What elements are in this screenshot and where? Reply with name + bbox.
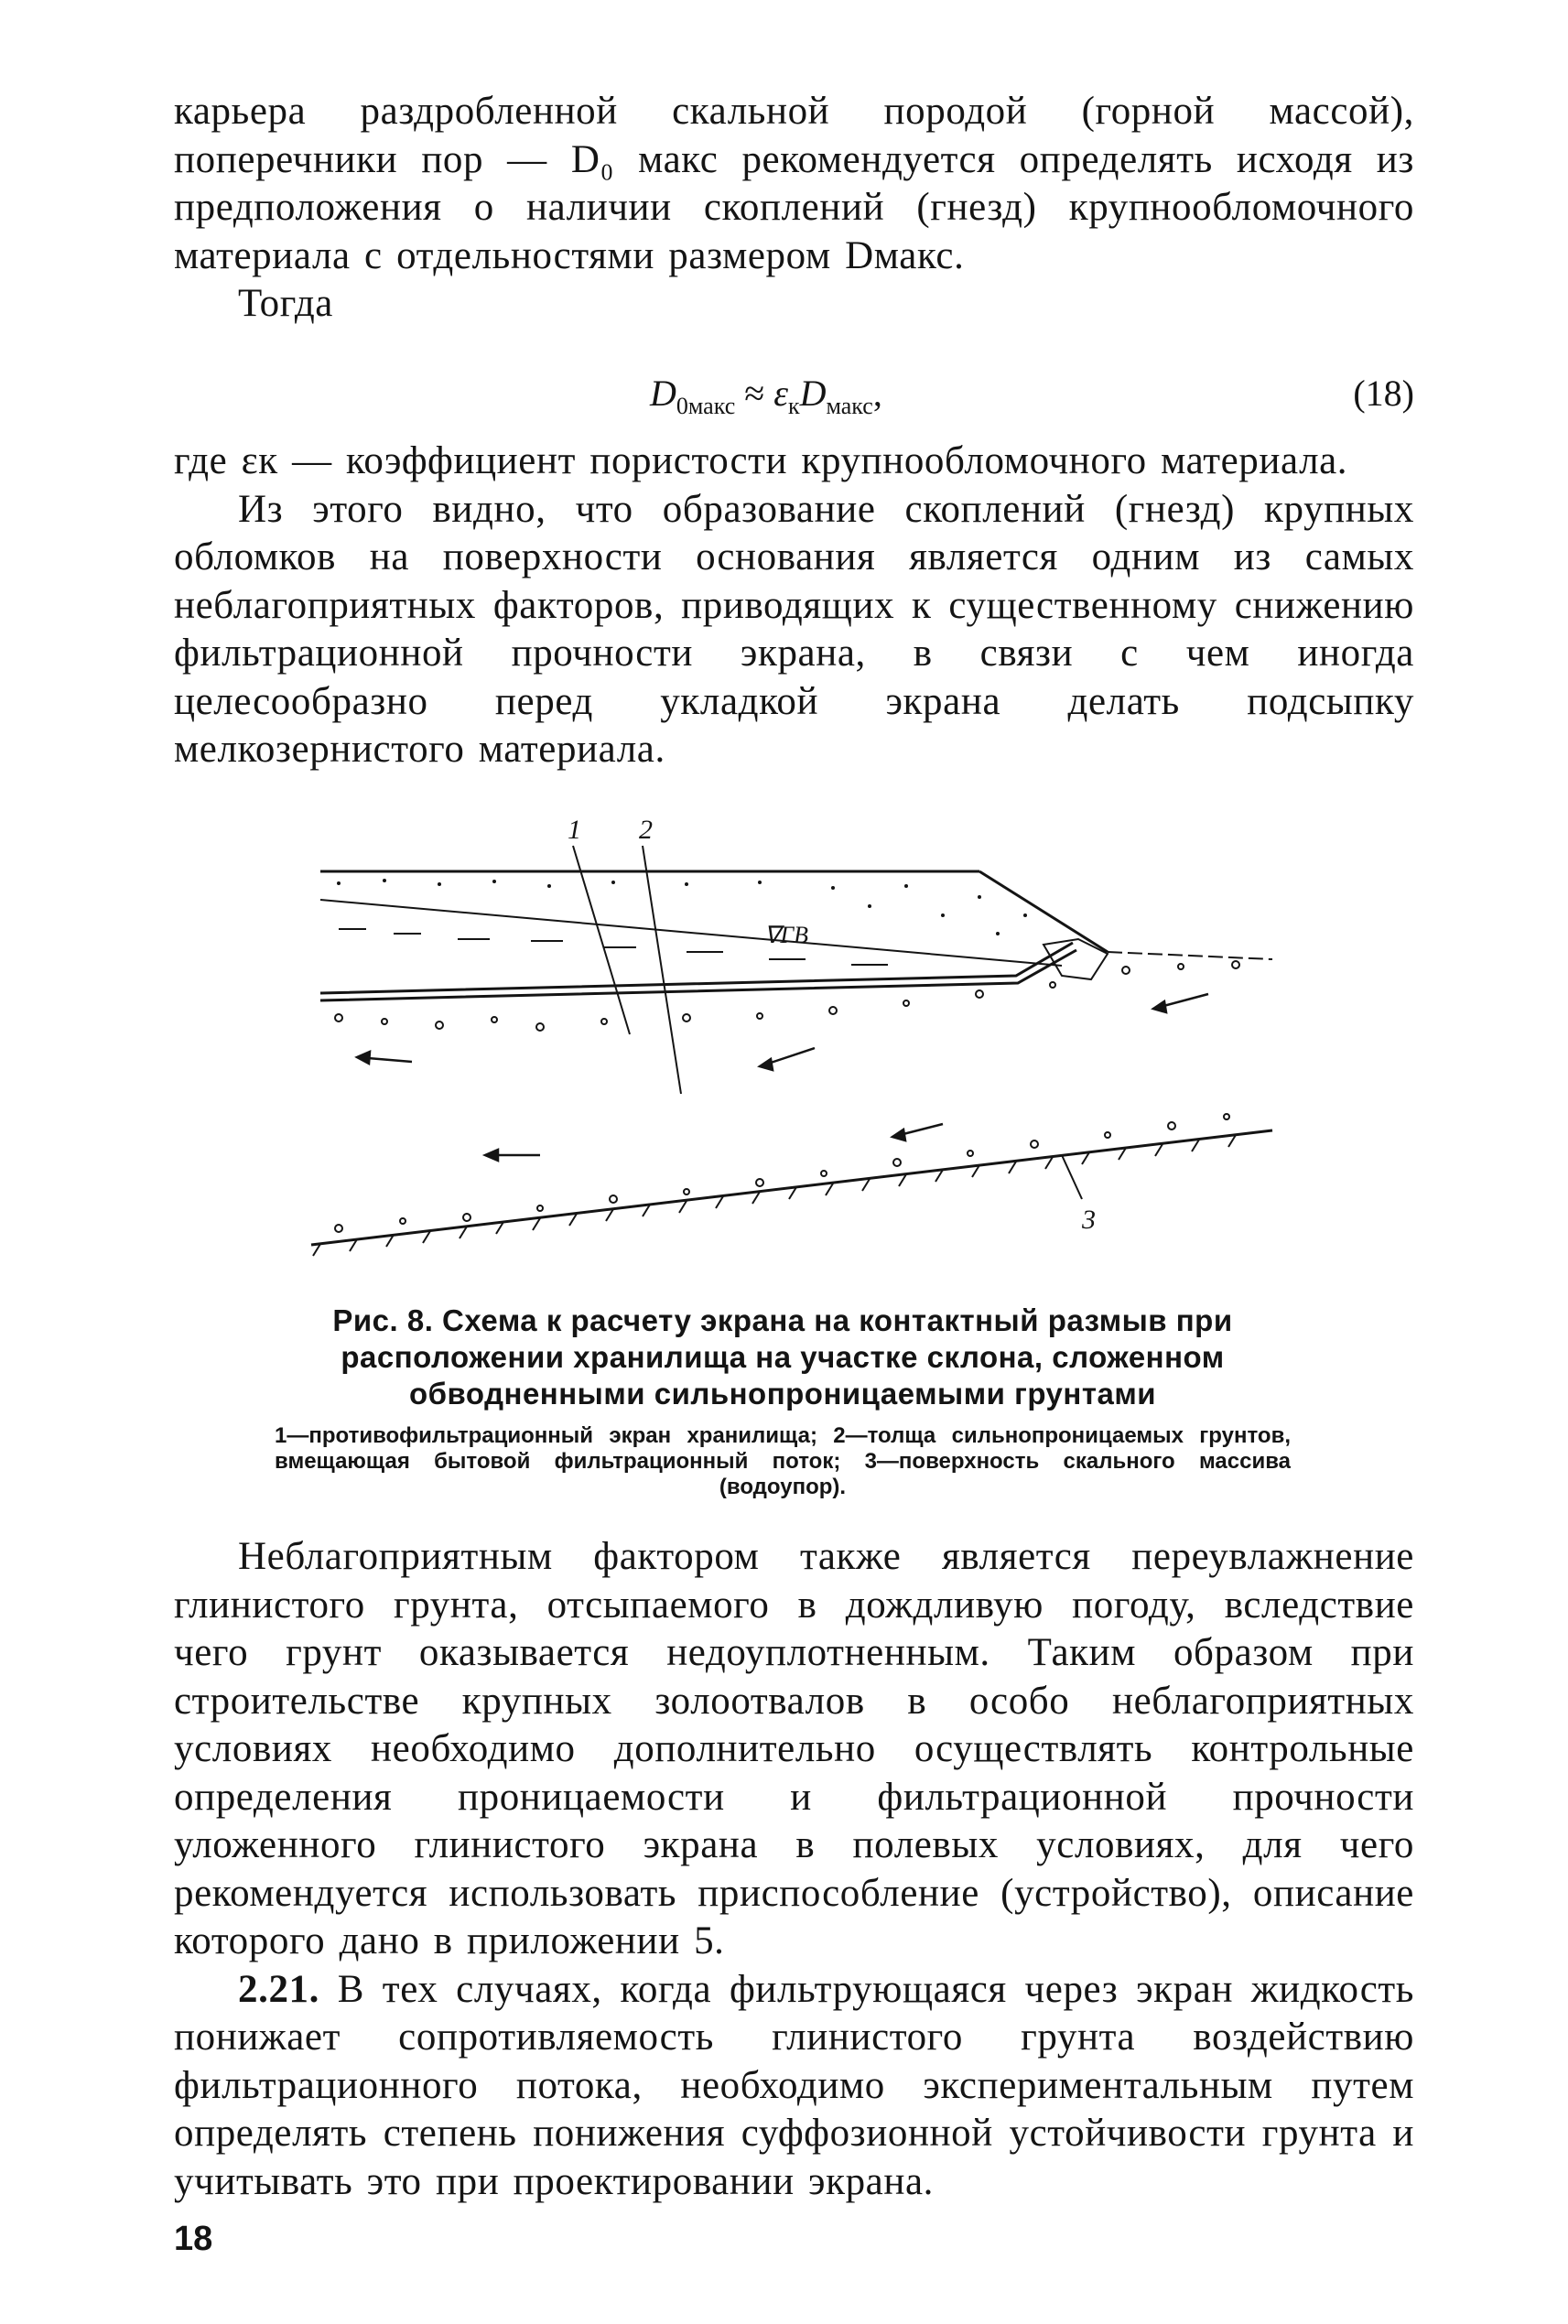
caption-title: Рис. 8. Схема к расчету экрана на контактный размыв при расположении хранилища на участке склона, сложенном обводненными сильнопроницаемыми грунтами bbox=[332, 1303, 1233, 1411]
paragraph-5: Неблагоприятным фактором также является переувлажнение глинистого грунта, отсыпаемого в дождливую погоду, вследствие чего грунт оказывается недоуплотненным. Таким образом при строительстве крупных золоотвалов в особо неблагоприятных условиях необходимо дополнительно осуществлять контрольные определения проницаемости и фильтрационной прочности уложенного глинистого экрана в полевых условиях, для чего рекомендуется использовать приспособление (устройство), описание которого дано в приложении 5. bbox=[174, 1535, 1414, 1962]
paragraph-1: карьера раздробленной скальной породой (горной массой), поперечники пор — D₀ макс рекомендуется определять исходя из предположения о наличии скоплений (гнезд) крупнообломочного материала с отдельностями размером Dмакс. bbox=[174, 90, 1414, 277]
formula-number: (18) bbox=[1353, 373, 1414, 414]
fill-dots bbox=[337, 879, 1027, 935]
page-number: 18 bbox=[174, 2220, 213, 2258]
dam-outer-slope bbox=[979, 871, 1108, 952]
water-line bbox=[320, 900, 1062, 966]
leader-line-2 bbox=[643, 846, 681, 1094]
paragraph-6-text: В тех случаях, когда фильтрующаяся через экран жидкость понижает сопротивляемость глинистого грунта воздействию фильтрационного потока, необходимо экспериментальным путем определять степень понижения суффозионной устойчивости грунта и учитывать это при проектировании экрана. bbox=[174, 1967, 1414, 2203]
section-number: 2.21. bbox=[238, 1967, 319, 2011]
formula-expression: $D_{0макс} \approx \varepsilon_кD_{макс}$, bbox=[650, 373, 882, 419]
rock-surface bbox=[311, 1130, 1272, 1245]
leader-line-3 bbox=[1062, 1155, 1082, 1199]
paragraph-3: где εк — коэффициент пористости крупнообломочного материала. bbox=[174, 439, 1348, 482]
figure-caption bbox=[275, 1303, 1291, 1500]
paragraph-6 bbox=[174, 1966, 1414, 2207]
text-block-top bbox=[174, 88, 1414, 329]
paragraph-2: Тогда bbox=[238, 282, 333, 325]
leader-line-1 bbox=[573, 846, 630, 1034]
water-level-mark: ∇ГВ bbox=[764, 922, 809, 948]
paragraph-4: Из этого видно, что образование скоплений (гнезд) крупных обломков на поверхности основания является одним из самых неблагоприятных факторов, приводящих к существенному снижению фильтрационной прочности экрана, в связи с чем иногда целесообразно перед укладкой экрана делать подсыпку мелкозернистого материала. bbox=[174, 487, 1414, 771]
rock-hatch bbox=[313, 1135, 1236, 1256]
formula-18 bbox=[174, 372, 1414, 427]
figure-label-1: 1 bbox=[568, 815, 581, 845]
text-block-bottom bbox=[174, 1533, 1414, 2206]
figure-8-diagram bbox=[302, 815, 1291, 1281]
flow-arrows bbox=[357, 994, 1208, 1161]
text-block-middle bbox=[174, 438, 1414, 774]
ground-right bbox=[1108, 952, 1272, 959]
figure-label-3: 3 bbox=[1082, 1205, 1096, 1235]
figure-label-2: 2 bbox=[639, 815, 653, 845]
caption-legend: 1—противофильтрационный экран хранилища; 2—толща сильнопроницаемых грунтов, вмещающая бытовой фильтрационный поток; 3—поверхность скального массива (водоупор). bbox=[275, 1423, 1291, 1499]
